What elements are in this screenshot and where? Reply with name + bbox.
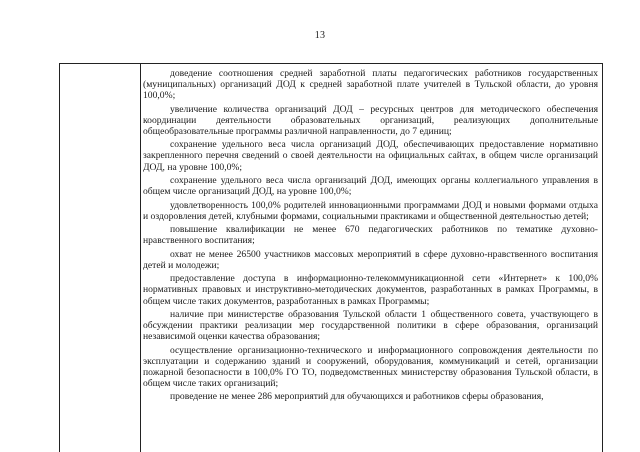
list-item: увеличение количества организаций ДОД – ресурсных центров для методического обеспечения координации деятельности образовательных организаций, реализующих дополнительные общеобразовательные программы различной направленности, до 7 единиц; <box>143 103 598 137</box>
list-item: удовлетворенность 100,0% родителей инновационными программами ДОД и новыми формами отдыха и оздоровления детей, клубными формами, социальными практиками и общественной деятельностью детей; <box>143 199 598 222</box>
list-item: доведение соотношения средней заработной платы педагогических работников государственных (муниципальных) организаций ДОД к средней заработной плате учителей в Тульской области, до уровня 100,0%; <box>143 68 598 102</box>
list-item: сохранение удельного веса числа организаций ДОД, обеспечивающих предоставление нормативно закрепленного перечня сведений о своей деятельности на официальных сайтах, в общем числе организаций ДОД, на уровне 100,0%; <box>143 139 598 173</box>
list-item: повышение квалификации не менее 670 педагогических работников по тематике духовно-нравственного воспитания; <box>143 224 598 247</box>
list-item: осуществление организационно-технического и информационного сопровождения деятельности по эксплуатации и содержанию зданий и сооружений, оборудования, коммуникаций и сетей, организации пожарной безопасности в 100,0% ГО ТО, подведомственных министерству образования Тульской области, в общем числе таких организаций; <box>143 344 598 389</box>
list-item: предоставление доступа в информационно-телекоммуникационной сети «Интернет» к 100,0% нормативных правовых и инструктивно-методических документов, разработанных в рамках Программы, в общем числе таких документов, разработанных в рамках Программы; <box>143 273 598 307</box>
document-table <box>59 63 603 452</box>
page-number: 13 <box>314 30 326 41</box>
list-item: наличие при министерстве образования Тульской области 1 общественного совета, участвующего в обсуждении практики реализации мер государственной политики в сфере образования, организаций независимой оценки качества образования; <box>143 309 598 343</box>
list-item: охват не менее 26500 участников массовых мероприятий в сфере духовно-нравственного воспитания детей и молодежи; <box>143 248 598 271</box>
list-item: проведение не менее 286 мероприятий для обучающихся и работников сферы образования, <box>170 391 544 403</box>
table-right-column <box>143 68 598 405</box>
list-item: сохранение удельного веса числа организаций ДОД, имеющих органы коллегиального управления в общем числе организаций ДОД, на уровне 100,0%; <box>143 175 598 198</box>
table-left-column <box>60 64 141 452</box>
